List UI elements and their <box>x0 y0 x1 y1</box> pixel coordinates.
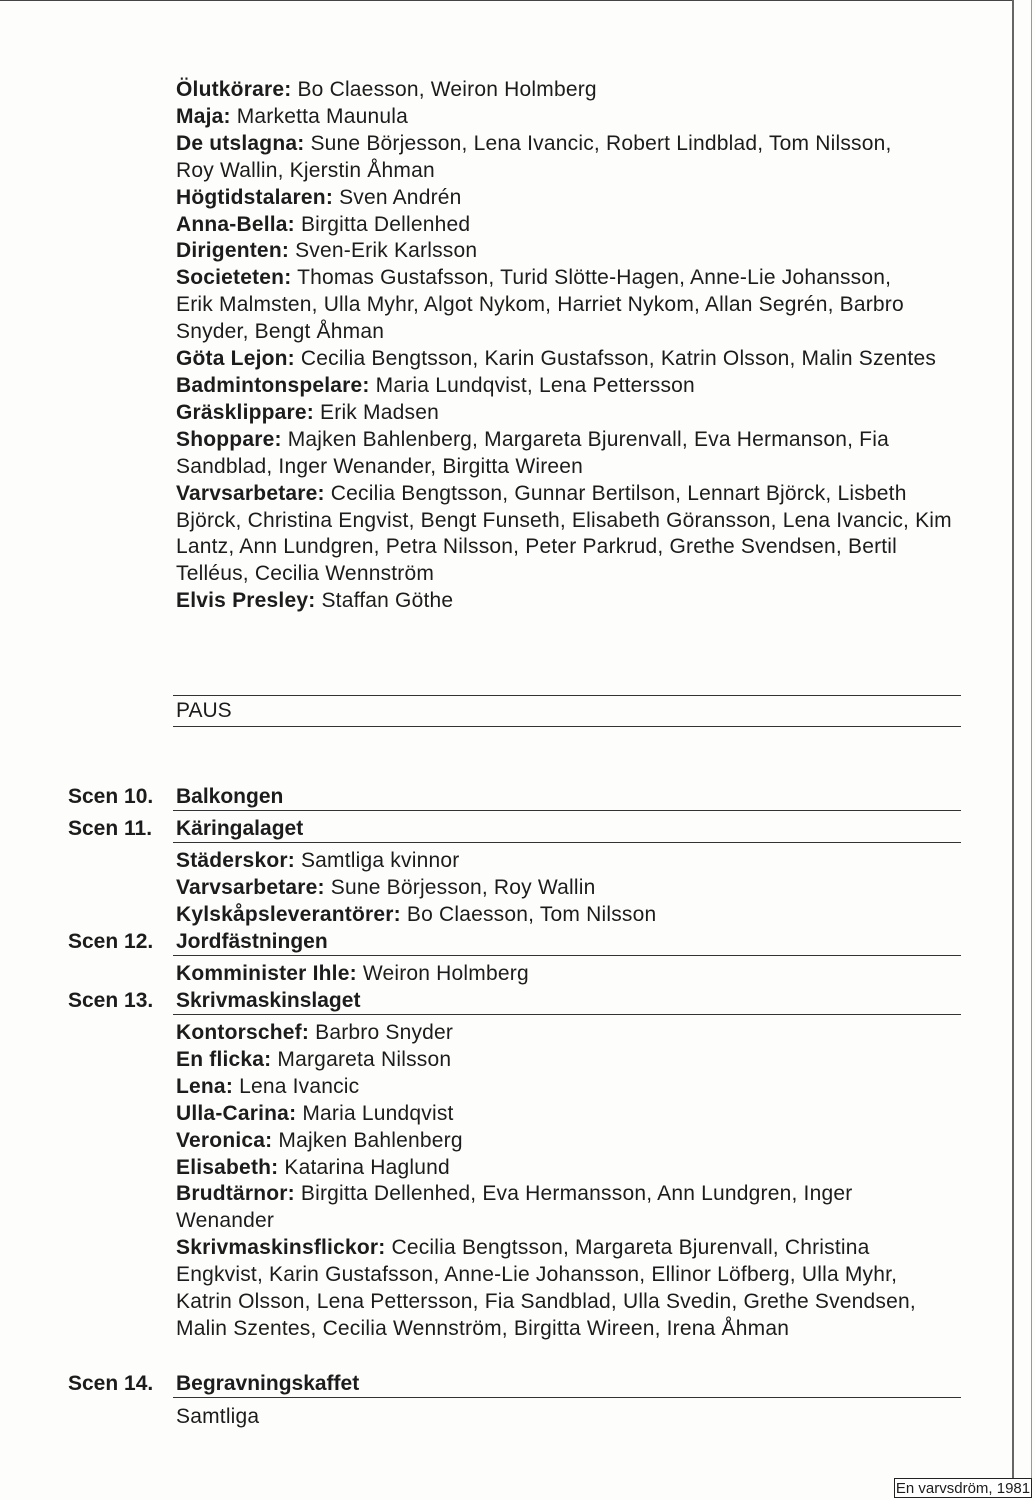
scene-title: Begravningskaffet <box>176 1372 360 1395</box>
page-top-border <box>0 0 1012 1</box>
scene-number: Scen 14. <box>68 1372 154 1395</box>
scene-rule <box>173 1397 961 1398</box>
top-cast-list <box>176 77 966 615</box>
source-watermark: En varvsdröm, 1981 <box>895 1480 1031 1497</box>
cast-entry: Kylskåpsleverantörer: Bo Claesson, Tom Nilsson <box>176 902 657 926</box>
cast-entry: Samtliga <box>176 1405 260 1428</box>
cast-entry: Brudtärnor: Birgitta Dellenhed, Eva Hermansson, Ann Lundgren, Inger Wenander <box>176 1182 853 1233</box>
scene-title: Jordfästningen <box>176 930 328 953</box>
cast-entry: Göta Lejon: Cecilia Bengtsson, Karin Gustafsson, Katrin Olsson, Malin Szentes <box>176 347 937 371</box>
scene-rule <box>173 842 961 843</box>
scene-title: Balkongen <box>176 785 284 808</box>
cast-entry: Anna-Bella: Birgitta Dellenhed <box>176 212 471 236</box>
cast-entry: Maja: Marketta Maunula <box>176 104 409 128</box>
scene-title: Käringalaget <box>176 817 304 840</box>
scene-cast-list <box>176 1404 966 1431</box>
scene-number: Scen 11. <box>68 817 153 840</box>
cast-entry: Kontorschef: Barbro Snyder <box>176 1021 454 1044</box>
scene-number: Scen 13. <box>68 989 154 1012</box>
scene-cast-list <box>176 961 966 988</box>
cast-entry: Högtidstalaren: Sven Andrén <box>176 185 462 209</box>
scene-rule <box>173 810 961 811</box>
cast-entry: Städerskor: Samtliga kvinnor <box>176 849 460 872</box>
cast-entry: Elvis Presley: Staffan Göthe <box>176 589 454 613</box>
scene-cast-list <box>176 1020 966 1343</box>
scene-rule <box>173 1014 961 1015</box>
page-right-edge <box>1031 0 1032 1478</box>
page-right-border <box>1012 0 1014 1478</box>
cast-entry: Lena: Lena Ivancic <box>176 1074 360 1098</box>
cast-entry: Gräsklippare: Erik Madsen <box>176 400 439 424</box>
scene-number: Scen 12. <box>68 930 154 953</box>
scene-number: Scen 10. <box>68 785 154 808</box>
scene-cast-list <box>176 848 966 929</box>
cast-entry: Ulla-Carina: Maria Lundqvist <box>176 1101 454 1125</box>
cast-entry: Skrivmaskinsflickor: Cecilia Bengtsson, Margareta Bjurenvall, Christina Engkvist, Karin Gustafsson, Anne-Lie Johansson, Ellinor Löfberg, Ulla Myhr, Katrin Olsson, Lena Pettersson, Fia Sandblad, Ulla Svedin, Grethe Svendsen, Malin Szentes, Cecilia Wennström, Birgitta Wireen, Irena Åhman <box>176 1236 916 1340</box>
cast-entry: Veronica: Majken Bahlenberg <box>176 1128 463 1152</box>
cast-entry: De utslagna: Sune Börjesson, Lena Ivancic, Robert Lindblad, Tom Nilsson, Roy Wallin, Kjerstin Åhman <box>176 131 892 182</box>
cast-entry: Komminister Ihle: Weiron Holmberg <box>176 962 529 985</box>
cast-entry: Shoppare: Majken Bahlenberg, Margareta Bjurenvall, Eva Hermanson, Fia Sandblad, Inger Wenander, Birgitta Wireen <box>176 427 889 478</box>
cast-entry: Ölutkörare: Bo Claesson, Weiron Holmberg <box>176 78 597 101</box>
scene-title: Skrivmaskinslaget <box>176 989 361 1012</box>
cast-entry: Societeten: Thomas Gustafsson, Turid Slötte-Hagen, Anne-Lie Johansson, Erik Malmsten, Ulla Myhr, Algot Nykom, Harriet Nykom, Allan Segrén, Barbro Snyder, Bengt Åhman <box>176 266 904 344</box>
paus-label: PAUS <box>176 699 232 722</box>
scene-rule <box>173 955 961 956</box>
cast-entry: Dirigenten: Sven-Erik Karlsson <box>176 239 478 263</box>
cast-entry: Varvsarbetare: Sune Börjesson, Roy Wallin <box>176 875 596 899</box>
cast-entry: Badmintonspelare: Maria Lundqvist, Lena Pettersson <box>176 373 695 397</box>
paus-bottom-rule <box>173 726 961 727</box>
paus-top-rule <box>173 695 961 696</box>
cast-entry: En flicka: Margareta Nilsson <box>176 1047 452 1071</box>
cast-entry: Elisabeth: Katarina Haglund <box>176 1155 450 1179</box>
cast-entry: Varvsarbetare: Cecilia Bengtsson, Gunnar Bertilson, Lennart Björck, Lisbeth Björck, Christina Engvist, Bengt Funseth, Elisabeth Göransson, Lena Ivancic, Kim Lantz, Ann Lundgren, Petra Nilsson, Peter Parkrud, Grethe Svendsen, Bertil Telléus, Cecilia Wennström <box>176 481 952 586</box>
